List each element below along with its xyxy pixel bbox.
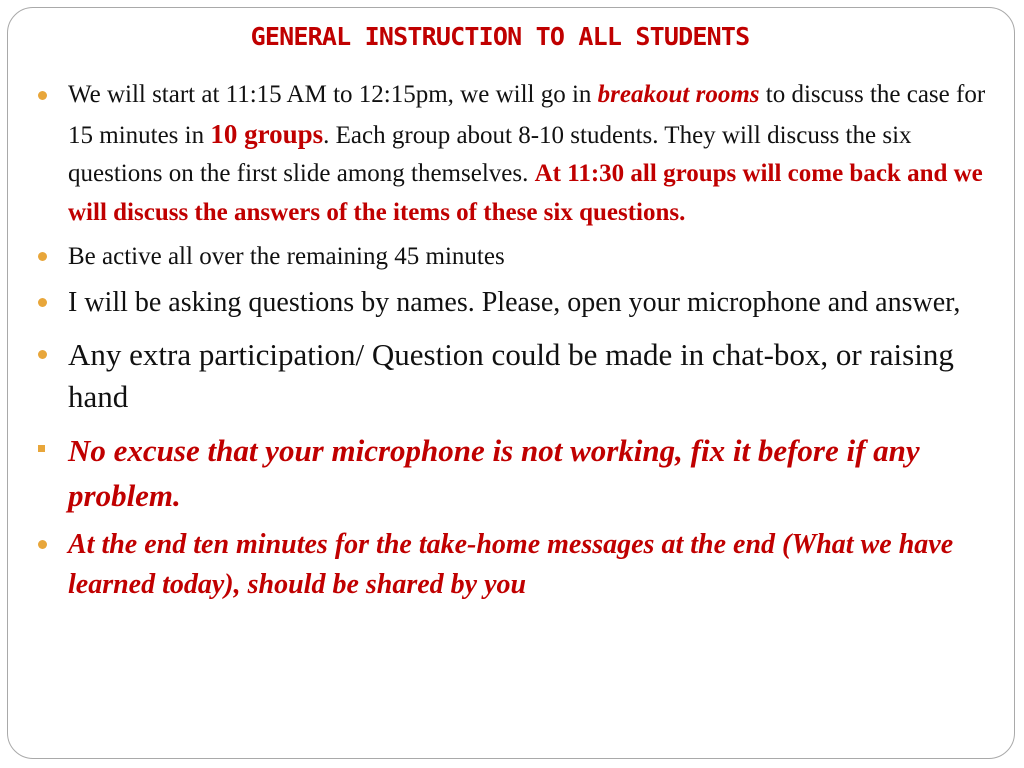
item1-text-start: We will start at 11:15 AM to 12:15pm, we will go in: [68, 81, 598, 108]
round-bullet-icon: [38, 540, 47, 549]
list-item-questions-by-name: [36, 284, 986, 322]
page-title: GENERAL INSTRUCTION TO ALL STUDENTS: [250, 22, 750, 51]
item2-text: Be active all over the remaining 45 minutes: [68, 243, 505, 270]
list-item-take-home: [36, 525, 986, 605]
item3-text: I will be asking questions by names. Please, open your microphone and answer,: [68, 287, 961, 318]
item1-breakout-rooms: breakout rooms: [597, 81, 760, 108]
item1-ten-groups: 10 groups: [210, 118, 324, 149]
list-item-be-active: [36, 240, 986, 274]
round-bullet-icon: [38, 350, 47, 359]
square-bullet-icon: [38, 445, 45, 452]
round-bullet-icon: [38, 298, 47, 307]
item5-text: No excuse that your microphone is not working, fix it before if any problem.: [68, 433, 920, 513]
list-item-extra-participation: [36, 334, 986, 418]
list-item-microphone-warning: [36, 428, 986, 518]
round-bullet-icon: [38, 91, 47, 100]
round-bullet-icon: [38, 252, 47, 261]
item6-text: At the end ten minutes for the take-home messages at the end (What we have learned today), should be shared by you: [68, 529, 954, 600]
bullet-list: [36, 76, 986, 605]
item4-text: Any extra participation/ Question could be made in chat-box, or raising hand: [68, 337, 954, 414]
list-item-schedule: [36, 76, 986, 232]
item1-text-discuss: to discuss the case for 15 minutes in: [68, 81, 986, 149]
item1-return-notice: At 11:30 all groups will come back and we will discuss the answers of the items of these six questions.: [68, 160, 983, 226]
item1-text-group-size: . Each group about 8-10 students. They will discuss the six questions on the first slide among themselves.: [68, 121, 912, 187]
